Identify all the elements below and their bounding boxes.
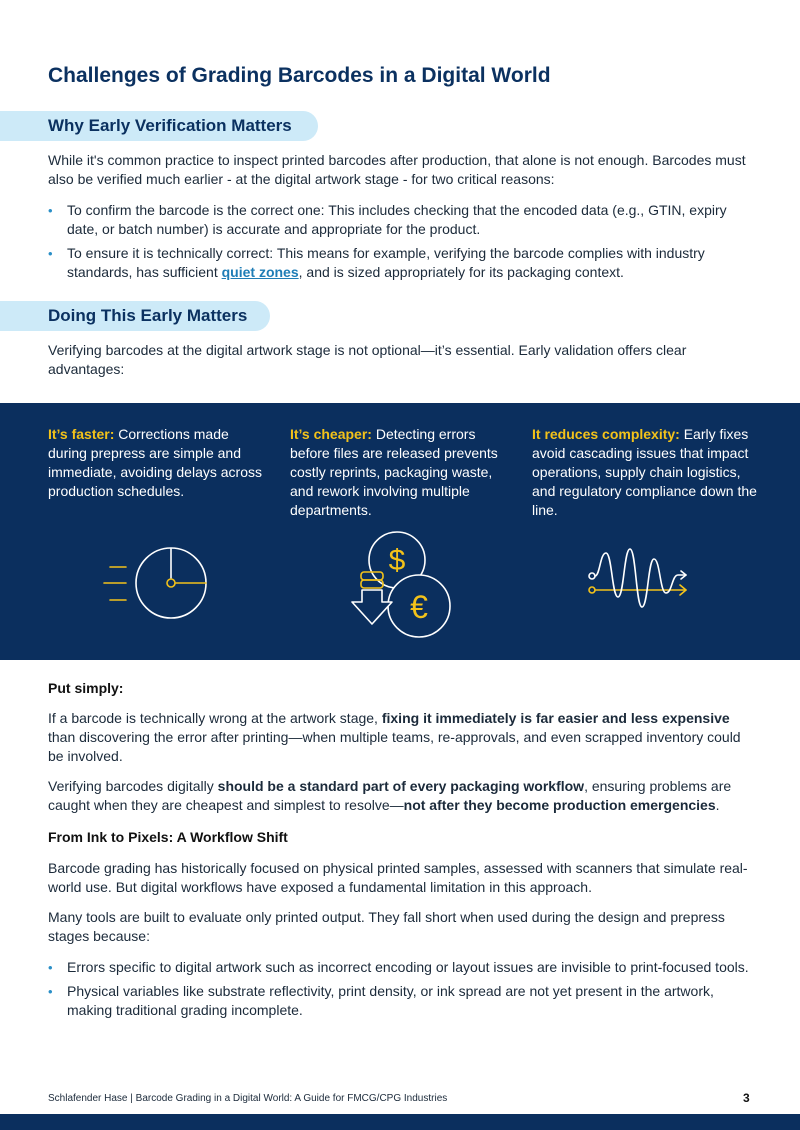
- page-number: 3: [743, 1091, 750, 1105]
- verification-reasons-list: [48, 201, 758, 282]
- benefit-lead: It’s cheaper:: [290, 426, 372, 442]
- bullet-icon: •: [48, 960, 53, 975]
- page-title: Challenges of Grading Barcodes in a Digital World: [48, 64, 551, 87]
- text: If a barcode is technically wrong at the artwork stage,: [48, 710, 382, 726]
- bullet-icon: •: [48, 984, 53, 999]
- clock-icon: [96, 543, 216, 623]
- section2-intro: Verifying barcodes at the digital artwork stage is not optional—it’s essential. Early validation offers clear advantages:: [48, 342, 687, 377]
- text: Verifying barcodes digitally: [48, 778, 218, 794]
- text: , ensuring problems are caught when they are cheapest and simplest to resolve—: [48, 778, 732, 813]
- section-heading-doing-this-early: Doing This Early Matters: [0, 301, 270, 331]
- bullet-text-after-link: , and is sized appropriately for its packaging context.: [298, 264, 624, 280]
- put-simply-heading: Put simply:: [48, 680, 124, 696]
- benefits-band: [0, 403, 800, 660]
- benefit-faster: [48, 425, 268, 501]
- bullet-text: Physical variables like substrate reflectivity, print density, or ink spread are not yet present in the artwork, making traditional grading incomplete.: [67, 983, 714, 1018]
- list-item: [48, 958, 758, 977]
- bullet-icon: •: [48, 246, 53, 261]
- benefit-text: Corrections made during prepress are simple and immediate, avoiding delays across production schedules.: [48, 426, 262, 499]
- svg-text:€: €: [410, 589, 428, 625]
- text: than discovering the error after printing—when multiple teams, re-approvals, and even scrapped inventory could be involved.: [48, 729, 741, 764]
- bullet-icon: •: [48, 203, 53, 218]
- benefit-cheaper: [290, 425, 505, 520]
- put-simply-paragraph-1: [48, 709, 758, 766]
- section-heading-why-early-verification: Why Early Verification Matters: [0, 111, 318, 141]
- benefit-text: Detecting errors before files are released prevents costly reprints, packaging waste, and rework involving multiple departments.: [290, 426, 498, 518]
- section1-intro: While it's common practice to inspect printed barcodes after production, that alone is not enough. Barcodes must also be verified much earlier - at the digital artwork stage - for two critical reasons:: [48, 152, 746, 187]
- quiet-zones-link[interactable]: quiet zones: [221, 264, 299, 280]
- footer-text: Schlafender Hase | Barcode Grading in a Digital World: A Guide for FMCG/CPG Industries: [48, 1093, 448, 1104]
- svg-text:$: $: [388, 544, 406, 577]
- dollar-euro-coins-icon: [345, 528, 465, 640]
- workflow-limitations-list: [48, 958, 758, 1020]
- text: .: [715, 797, 720, 813]
- workflow-shift-heading: From Ink to Pixels: A Workflow Shift: [48, 829, 288, 845]
- workflow-paragraph-1: Barcode grading has historically focused on physical printed samples, assessed with scanners that simulate real-world use. But digital workflows have exposed a fundamental limitation in this approach.: [48, 860, 748, 895]
- bullet-text-before-link: To ensure it is technically correct: This means for example, verifying the barcode complies with industry standards, has sufficient: [67, 245, 705, 280]
- bullet-text: Errors specific to digital artwork such as incorrect encoding or layout issues are invisible to print-focused tools.: [67, 959, 749, 975]
- benefit-lead: It reduces complexity:: [532, 426, 680, 442]
- put-simply-paragraph-2: [48, 777, 758, 815]
- list-item: [48, 244, 758, 282]
- list-item: [48, 201, 758, 239]
- emphasis: not after they become production emergencies: [403, 797, 716, 813]
- benefit-lead: It’s faster:: [48, 426, 115, 442]
- footer-bar: [0, 1114, 800, 1130]
- bullet-text: To confirm the barcode is the correct one: This includes checking that the encoded data (e.g., GTIN, expiry date, or batch number) is accurate and appropriate for the product.: [67, 202, 727, 237]
- emphasis: fixing it immediately is far easier and less expensive: [381, 710, 730, 726]
- benefit-reduces-complexity: [532, 425, 757, 520]
- emphasis: should be a standard part of every packaging workflow: [217, 778, 585, 794]
- workflow-paragraph-2: Many tools are built to evaluate only printed output. They fall short when used during the design and prepress stages because:: [48, 909, 725, 944]
- list-item: [48, 982, 758, 1020]
- tangled-line-icon: [586, 545, 696, 615]
- benefit-text: Early fixes avoid cascading issues that impact operations, supply chain logistics, and regulatory compliance down the line.: [532, 426, 757, 518]
